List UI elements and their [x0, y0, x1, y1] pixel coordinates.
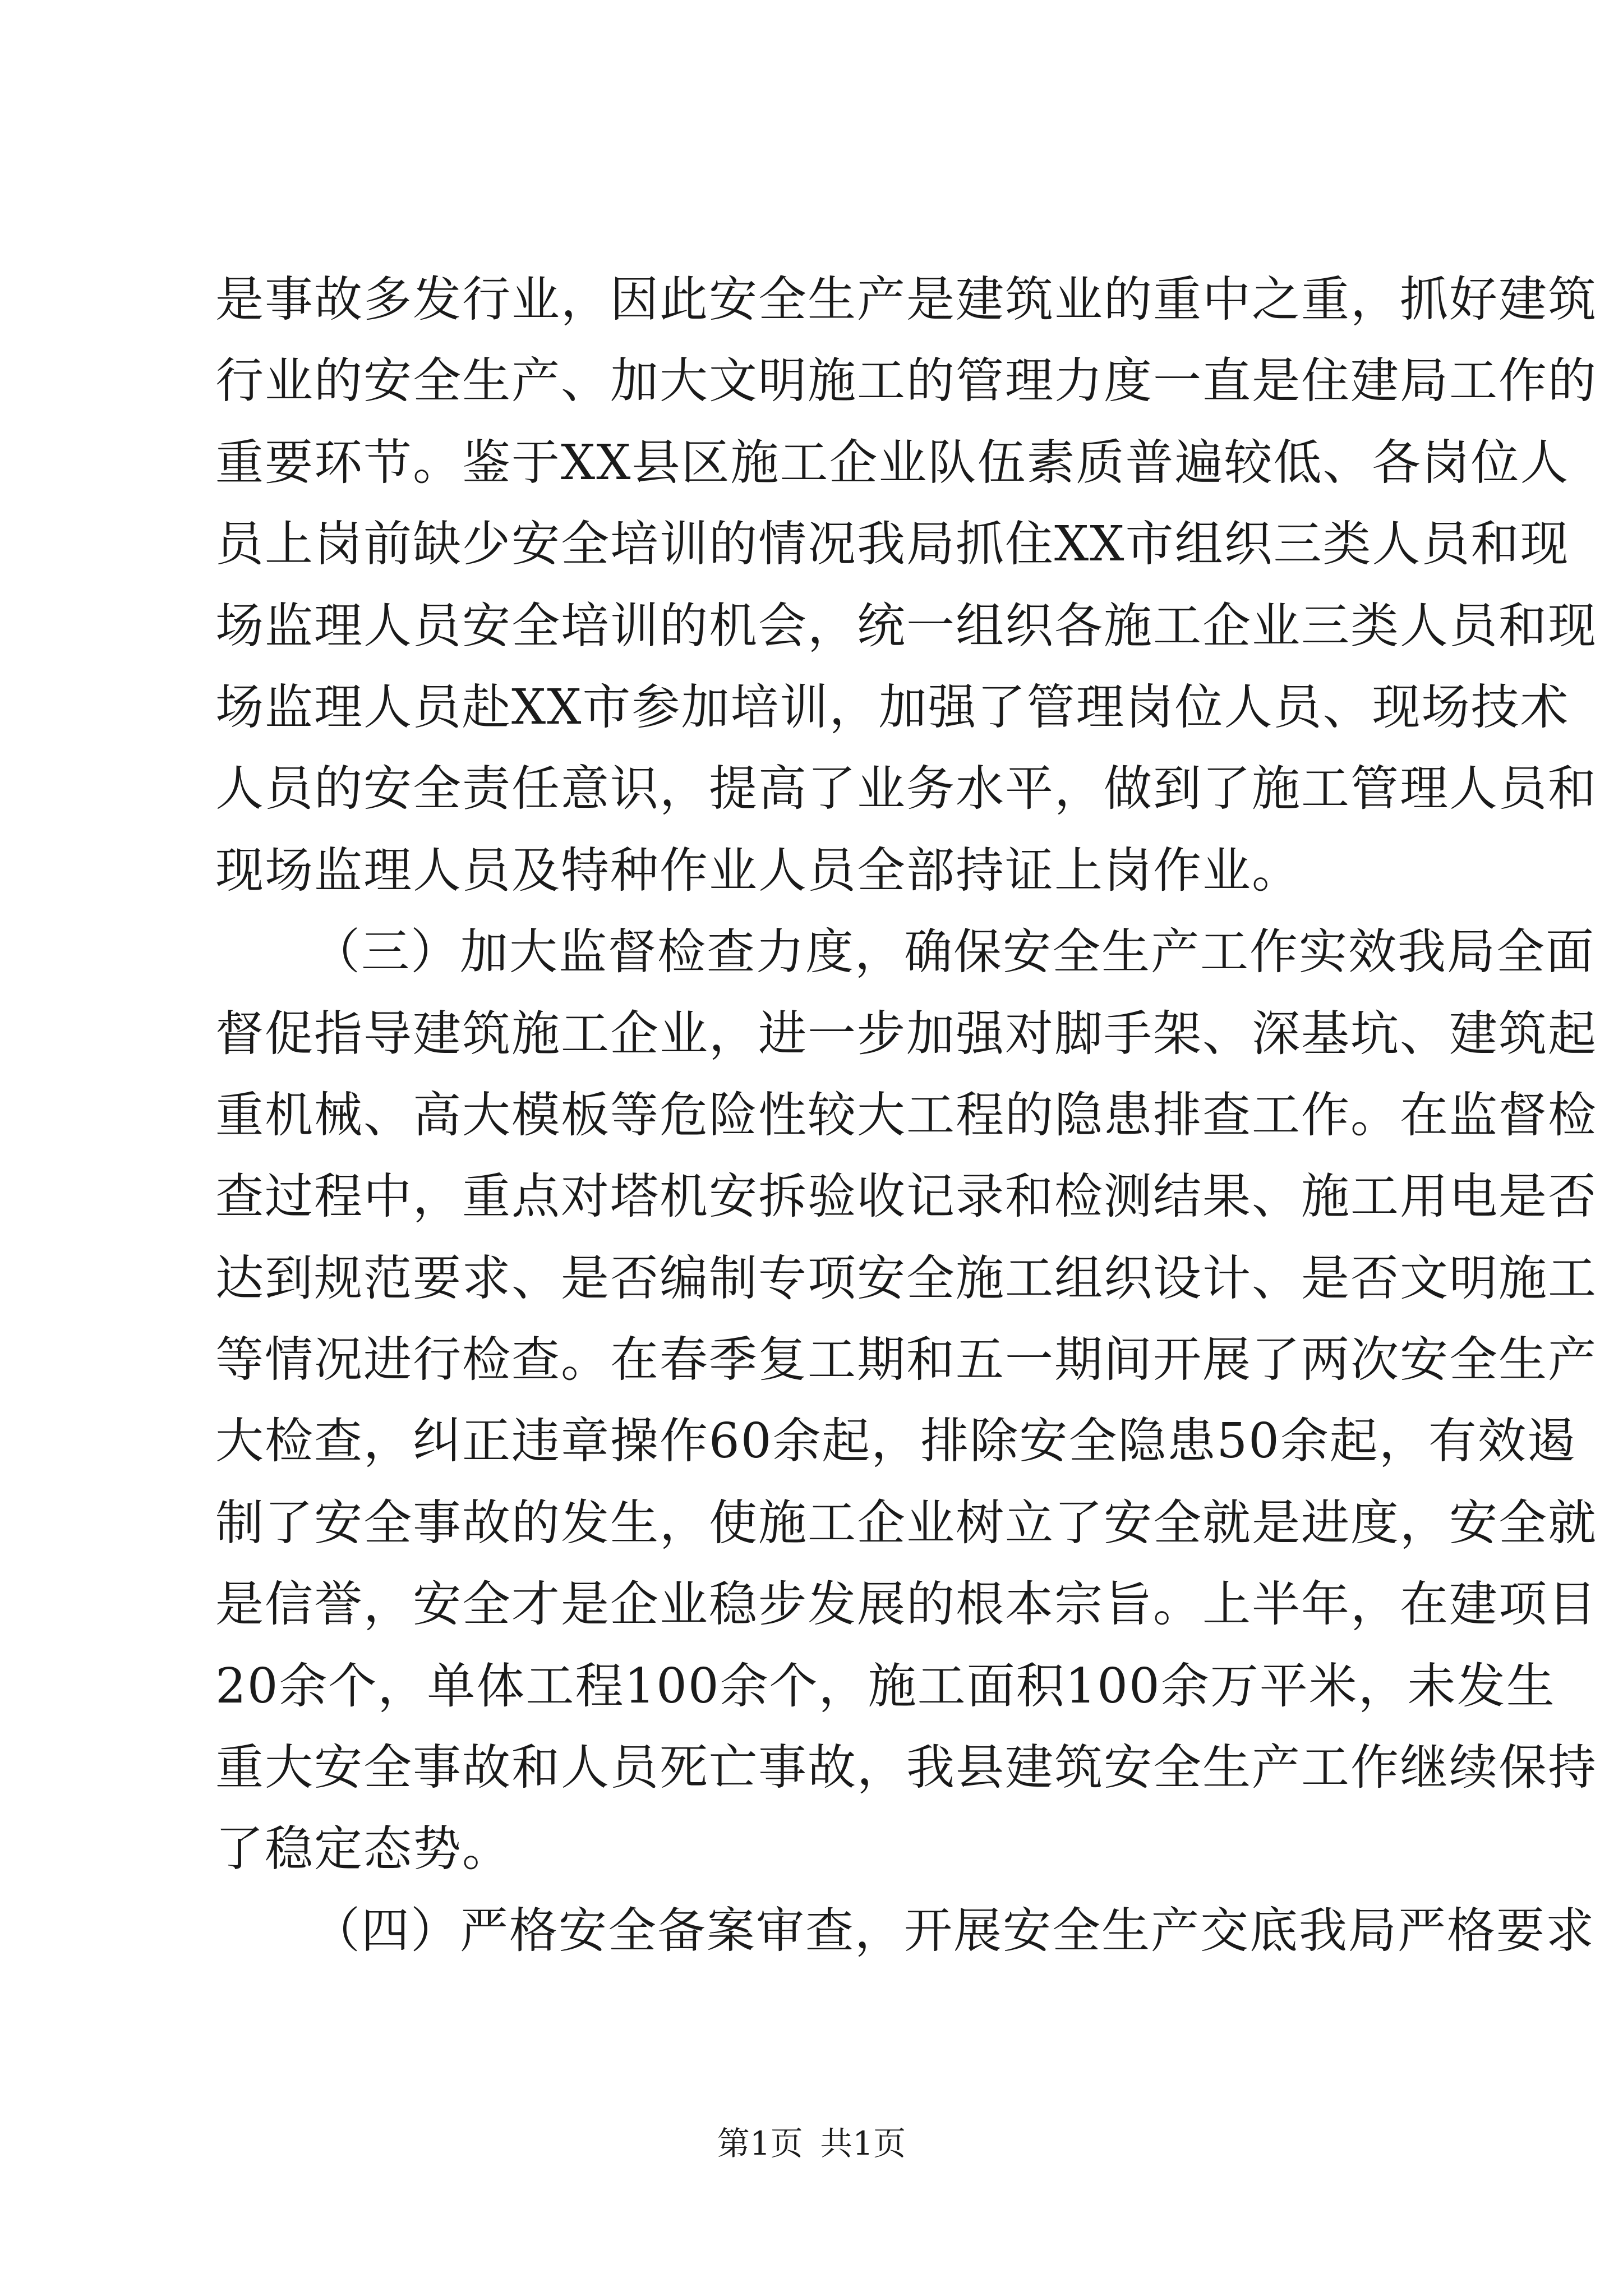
page-number: 第1页	[717, 2124, 803, 2162]
paragraph-line: 是信誉，安全才是企业稳步发展的根本宗旨。上半年，在建项目	[215, 1576, 1597, 1633]
paragraph-line: 重大安全事故和人员死亡事故，我县建筑安全生产工作继续保持	[215, 1740, 1597, 1796]
paragraph-line: 人员的安全责任意识，提高了业务水平，做到了施工管理人员和	[215, 761, 1597, 817]
paragraph-line: 场监理人员安全培训的机会，统一组织各施工企业三类人员和现	[215, 597, 1597, 654]
page-footer	[0, 2124, 1623, 2163]
paragraph-line: 督促指导建筑施工企业，进一步加强对脚手架、深基坑、建筑起	[215, 1005, 1597, 1062]
paragraph-line: 员上岗前缺少安全培训的情况我局抓住XX市组织三类人员和现	[215, 516, 1570, 573]
paragraph-line: 等情况进行检查。在春季复工期和五一期间开展了两次安全生产	[215, 1332, 1597, 1388]
paragraph-line: 是事故多发行业，因此安全生产是建筑业的重中之重，抓好建筑	[215, 272, 1597, 328]
paragraph-line: 场监理人员赴XX市参加培训，加强了管理岗位人员、现场技术	[215, 679, 1570, 735]
paragraph-line: 达到规范要求、是否编制专项安全施工组织设计、是否文明施工	[215, 1250, 1597, 1306]
paragraph-line: 现场监理人员及特种作业人员全部持证上岗作业。	[215, 842, 1301, 899]
paragraph-line: 查过程中，重点对塔机安拆验收记录和检测结果、施工用电是否	[215, 1168, 1597, 1225]
section-heading-line: （三）加大监督检查力度，确保安全生产工作实效我局全面	[312, 924, 1595, 981]
paragraph-line: 制了安全事故的发生，使施工企业树立了安全就是进度，安全就	[215, 1494, 1597, 1551]
paragraph-line: 大检查，纠正违章操作60余起，排除安全隐患50余起，有效遏	[215, 1413, 1576, 1470]
paragraph-line: 重要环节。鉴于XX县区施工企业队伍素质普遍较低、各岗位人	[215, 434, 1570, 491]
paragraph-line: 了稳定态势。	[215, 1821, 511, 1878]
paragraph-line: 重机械、高大模板等危险性较大工程的隐患排查工作。在监督检	[215, 1087, 1597, 1143]
page-total: 共1页	[820, 2124, 906, 2162]
paragraph-line: 20余个，单体工程100余个，施工面积100余万平米，未发生	[215, 1658, 1556, 1714]
paragraph-line: 行业的安全生产、加大文明施工的管理力度一直是住建局工作的	[215, 353, 1597, 409]
document-body	[215, 259, 1597, 1972]
section-heading-line: （四）严格安全备案审查，开展安全生产交底我局严格要求	[312, 1902, 1595, 1959]
